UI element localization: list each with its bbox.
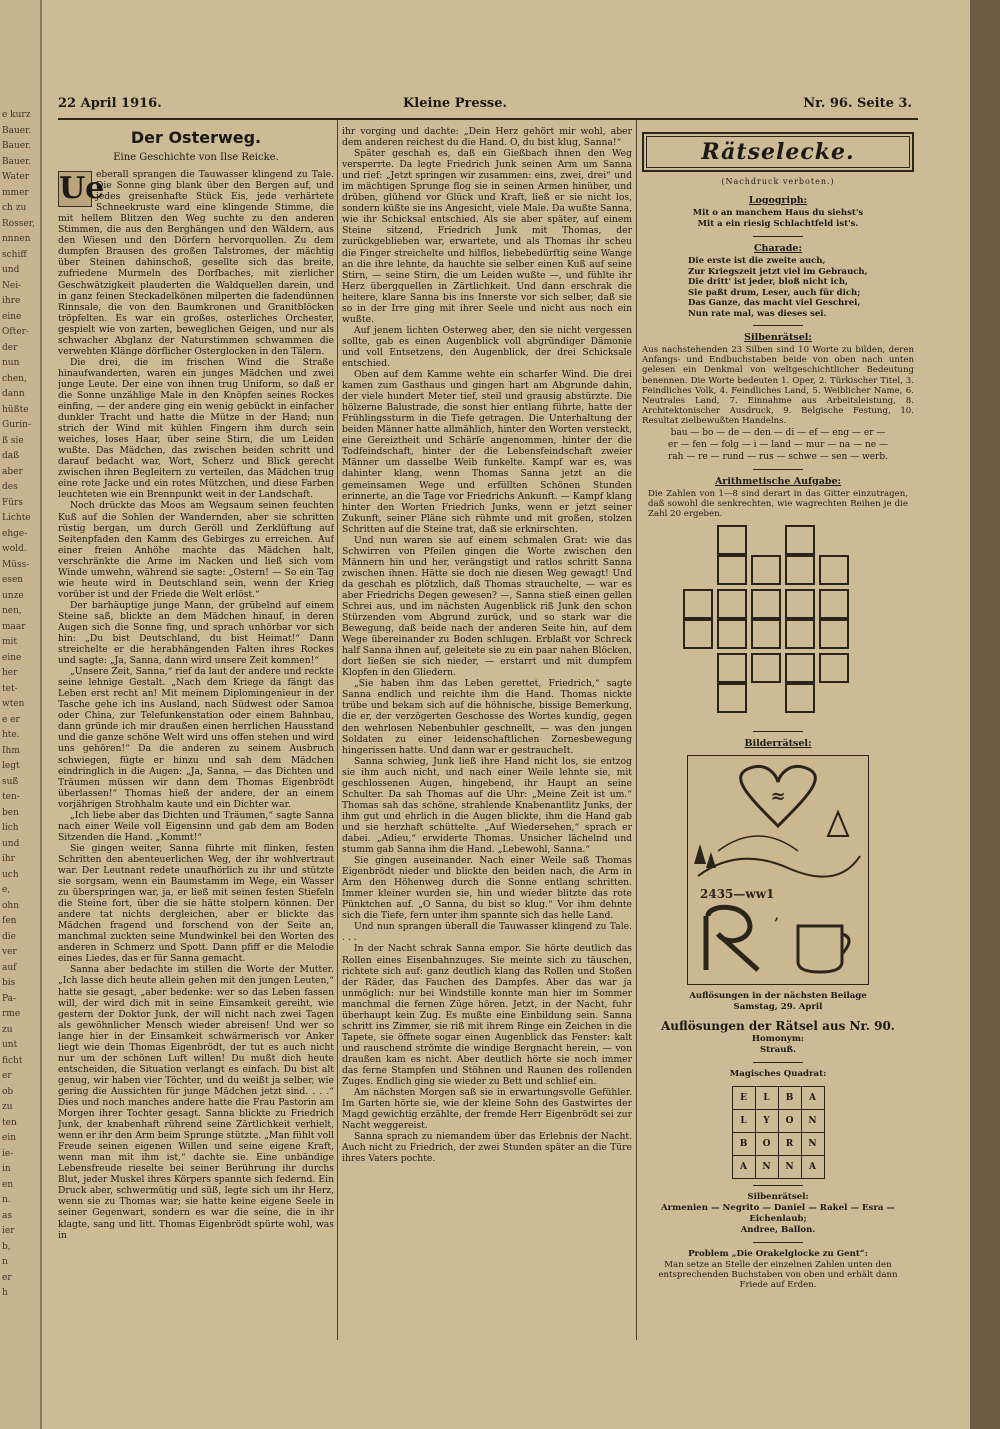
previous-page-text-fragment: legt <box>2 761 20 771</box>
story-paragraph: Der barhäuptige junge Mann, der grübelnd auf einem Steine saß, blickte an dem Mädchen hinauf, in deren Augen sich die Sonne fing, und sprach unhörbar vor sich hin: „Du bist Deutschland, du bist Heimat!“ Dann streichelte er die herabhängenden Falten ihres Rockes und sagte: „Ja, Sanna, dann wird unsere Zeit kommen!“ <box>58 599 334 667</box>
page-header <box>58 96 912 116</box>
story-paragraph: Später geschah es, daß ein Gießbach ihnen den Weg versperrte. Da legte Friedrich Junk seinen Arm um Sanna und rief: „Jetzt springen wir zusammen: eins, zwei, drei“ und im mächtigen Sprunge flog sie in seinen Armen hinüber, und drüben, glühend vor Glück und Kraft, ließ er sie nicht los, sondern küßte sie ins Angesicht, viele Male. Da wußte Sanna, wie ihr Schicksal entschied. Als sie aber später, auf einem Steine sitzend, Friedrich Junk mit Thomas, der zurückgeblieben war, erwartete, und als Thomas ihr scheu die Finger streichelte und hilflos, liebebedürftig seine Wange an die ihre lehnte, da hauchte sie selber einen Kuß auf seine Stirn, — seine Stirn, die um Leiden wußte —, und fühlte ihr Herz übergquellen in Zärtlichkeit. Und dann erschrak die heitere, klare Sanna bis ins Innerste vor sich selber, daß sie so in der Irre ging mit ihrer Seele und nicht aus noch ein wußte. <box>342 148 632 325</box>
section-divider <box>753 1062 803 1063</box>
previous-page-text-fragment: eine <box>2 311 22 322</box>
previous-page-text-fragment: mit <box>2 637 18 647</box>
magic-cell: A <box>801 1156 824 1179</box>
previous-page-text-fragment: Bauer. <box>2 156 32 167</box>
story-paragraph: Auf jenem lichten Osterweg aber, den sie nicht vergessen sollte, gab es einen Augenblick voll abgründiger Dämonie und voll Entsetzens, den Augenblick, der drei Schicksale entschied. <box>342 324 632 369</box>
previous-page-text-fragment: nen, <box>2 606 22 616</box>
section-divider <box>753 469 803 470</box>
charade-line: Nun rate mal, was dieses sei. <box>688 308 827 319</box>
grid-cell <box>717 589 747 619</box>
grid-cell <box>785 653 815 683</box>
magic-cell: N <box>801 1133 824 1156</box>
syllable-list <box>640 427 916 463</box>
previous-page-text-fragment: Müss- <box>2 559 30 570</box>
header-rule <box>58 118 918 120</box>
section-divider <box>753 731 803 732</box>
syllable-result-line: Armenien — Negrito — Daniel — Rakel — Esra — <box>660 1203 896 1214</box>
syllable-result-line: Eichenlaub; <box>749 1214 807 1225</box>
jug-icon <box>798 926 849 972</box>
previous-page-text-fragment: er <box>2 1071 12 1081</box>
previous-page-text-fragment: ier <box>2 1226 15 1236</box>
syllable-row: rah — re — rund — rus — schwe — sen — werb. <box>668 451 888 462</box>
previous-page-text-fragment: lich <box>2 823 19 833</box>
grid-cell <box>751 619 781 649</box>
previous-page-text-fragment: uch <box>2 869 19 880</box>
previous-page-text-fragment: daß <box>2 451 20 461</box>
logogriph-line: Mit a ein riesig Schlachtfeld ist's. <box>697 219 859 229</box>
homonym-title: Homonym: <box>751 1034 805 1045</box>
previous-page-text-fragment: h <box>2 1288 8 1298</box>
approx-sign: ≈ <box>770 786 786 808</box>
previous-page-text-fragment: bis <box>2 978 16 988</box>
magic-square <box>732 1086 825 1179</box>
previous-page-text-fragment: e, <box>2 885 11 895</box>
magic-cell: R <box>778 1133 801 1156</box>
story-paragraph: Sanna aber bedachte im stillen die Worte der Mutter. „Ich lasse dich heute allein gehen mit den jungen Leuten,“ hatte sie gesagt, „aber bedenke: wer so das Leben fassen will, der wird dich mit in seine Einsamkeit gereiht, wie gestern der Doktor Junk, der will nicht nach zwei Tagen als gewöhnlicher Mensch wieder abreisen! Und wer so lange hier in der Einsamkeit schwärmerisch vor Anker liegt wie dein Thomas Eigenbrödt, der tut es auch nicht nur um der schönen Luft willen! Du mußt dich heute entscheiden, die Situation verlangt es einfach. Du bist alt genug, wir haben vier Töchter, und du weißt ja selber, wie gering die Aussichten für junge Mädchen jetzt sind. . . .“ Dies und noch manches andere hatte die Frau Pastorin am Morgen ihrer Tochter gesagt. Sanna blickte zu Friedrich Junk, der knabenhaft rührend seine Zärtlichkeit verhielt, wenn er ihr den Arm beim Sprunge stützte. „Man fühlt voll Freude seinen eigenen Willen und seine eigene Kraft, wenn man mit ihm ist,“ dachte sie. Eine unbändige Lebensfreude rieselte bei seiner Berührung ihr durchs Blut, jeder Muskel ihres Körpers spannte sich federnd. Ein Druck aber, schwermütig und süß, legte sich um ihr Herz, wenn sie zu Thomas war; sie hatte keine eigene Seele in seiner Gegenwart, sondern es war die seine, die in ihr klagte, sang und litt. Thomas Eigenbrödt spürte wohl, was in <box>58 964 334 1241</box>
previous-page-text-fragment: her <box>2 668 18 678</box>
story-paragraph: Am nächsten Morgen saß sie in erwartungsvolle Gefühler. Im Garten hörte sie, wie der kleine Sohn des Gastwirtes der Magd gewichtig erzählte, der fremde Herr Eigenbrödt sei zur Nacht weggereist. <box>342 1087 632 1132</box>
grid-cell <box>683 619 713 649</box>
grid-cell <box>717 653 747 683</box>
previous-page-text-fragment: hte. <box>2 730 20 740</box>
grid-cell <box>819 589 849 619</box>
grid-cell <box>819 555 849 585</box>
previous-page-text-fragment: Fürs <box>2 497 23 508</box>
magic-cell: O <box>778 1110 801 1133</box>
number-grid <box>683 525 873 725</box>
previous-page-text-fragment: die <box>2 931 16 942</box>
magic-cell: O <box>755 1133 778 1156</box>
previous-page-text-fragment: e er <box>2 714 20 725</box>
previous-page-text-fragment: e kurz <box>2 110 31 120</box>
section-divider <box>753 236 803 237</box>
magic-cell: Y <box>755 1110 778 1133</box>
previous-page-text-fragment: chen, <box>2 373 27 384</box>
previous-page-text-fragment: des <box>2 482 18 492</box>
rebus-code: 2435—ww1 <box>700 887 775 902</box>
grid-cell <box>785 619 815 649</box>
puzzle-banner <box>642 132 914 172</box>
previous-page-text-fragment: n. <box>2 1195 11 1205</box>
issue-date: 22 April 1916. <box>58 96 162 111</box>
previous-page-text-fragment: eine <box>2 652 22 663</box>
story-paragraphs <box>58 169 334 1241</box>
magic-cell: L <box>732 1110 755 1133</box>
previous-page-text-fragment: nun <box>2 358 20 368</box>
syllable-puzzle-text: Aus nachstehenden 23 Silben sind 10 Worte zu bilden, deren Anfangs- und Endbuchstaben beide von oben nach unten gelesen ein Denkmal von weltgeschichtlicher Bedeutung benennen. Die Worte bedeuten 1. Oper, 2. Türkischer Titel, 3. Feindliches Volk, 4. Feindliches Land, 5. Weiblicher Name, 6. Neutrales Land, 7. Einnahme aus Arbeitsleistung, 8. Architektonischer Ausdruck, 9. Belgische Festung, 10. Resultat zielbewußten Handelns. <box>642 345 914 427</box>
syllable-result-line: Andree, Ballon. <box>740 1225 816 1236</box>
grid-cell <box>785 555 815 585</box>
section-divider <box>753 1242 803 1243</box>
story-paragraph: ihr vorging und dachte: „Dein Herz gehört mir wohl, aber dem anderen reichest du die Hand. O, du bist klug, Sanna!“ <box>342 126 632 149</box>
story-paragraph: „Sie haben ihm das Leben gerettet, Friedrich,“ sagte Sanna endlich und reichte ihm die Hand. Thomas nickte trübe und bekam sich auf die höhnische, bissige Bemerkung, die er, der verzögerten Geschosse des Wortes kundig, gegen den wehrlosen Nebenbuhler geschnellt, — was den jungen Soldaten zu einer leidenschaftlichen Zornesbewegung hingerissen hatte. Und dann war er gestraucheIt. <box>342 678 632 756</box>
previous-page-text-fragment: rme <box>2 1009 21 1019</box>
logogriph-title: Logogriph: <box>748 195 808 206</box>
previous-page-text-fragment: ihr <box>2 854 15 864</box>
section-divider <box>753 1185 803 1186</box>
previous-page-text-fragment: n <box>2 1257 8 1267</box>
previous-page-text-fragment: as <box>2 1210 12 1221</box>
story-paragraph: Sanna schwieg, Junk ließ ihre Hand nicht los, sie entzog sie ihm auch nicht, und nach einer Weile lehnte sie, mit geschlossenen Augen, hingebend, ihr Haupt an seine Schulter. Da sah Thomas auf die Uhr: „Meine Zeit ist um.“ Thomas sah das schöne, strahlende Knabenantlitz Junks, der ihm gut und ehrlich in die Augen blickte, ihm die Hand gab und sie herzhaft schüttelte. „Auf Wiedersehen,“ sprach er dabei. „Adieu,“ erwiderte Thomas. Unsicher lächelnd und stumm gab Sanna ihm die Hand. „Lebewohl, Sanna.“ <box>342 755 632 856</box>
story-paragraph: Und nun waren sie auf einem schmalen Grat: wie das Schwirren von Pfeilen gingen die Worte zwischen den Männern hin und her, verängstigt und ratlos schritt Sanna zwischen ihnen. Hätte sie doch nie diesen Weg gewagt! Und da geschah es plötzlich, daß Thomas strauchelte, — war es aber Friedrichs Degen gewesen? —, Sanna stieß einen gellen Schrei aus, und im nächsten Augenblick riß Junk den schon Stürzenden vom Abgrund zurück, und so stark war die Bewegung, daß beide nach der anderen Seite hin, auf dem Wege übereinander zu Boden schlugen. Erblaßt vor Schreck half Sanna ihnen auf, geleitete sie zu ein paar nahen Blöcken, dort ließen sie sich nieder, — erstarrt und mit dumpfem Klopfen in den Gliedern. <box>342 534 632 679</box>
grid-cell <box>751 589 781 619</box>
magic-square-title: Magisches Quadrat: <box>729 1069 827 1080</box>
previous-page-text-fragment: Water <box>2 172 30 182</box>
reprint-note: (Nachdruck verboten.) <box>721 177 835 186</box>
previous-page-text-fragment: tet- <box>2 683 18 694</box>
grid-cell <box>819 619 849 649</box>
story-paragraph: „Ich liebe aber das Dichten und Träumen,“ sagte Sanna nach einer Weile voll Eigensinn und gab dem am Boden Sitzenden die Hand. „Kommt!“ <box>58 809 334 843</box>
previous-page-text-fragment: wten <box>2 699 25 709</box>
grid-cell <box>785 589 815 619</box>
grid-cell <box>785 525 815 555</box>
column-rule <box>636 120 637 1340</box>
issue-and-page-number: Nr. 96. Seite 3. <box>803 96 912 111</box>
rebus-drawing <box>688 756 868 984</box>
previous-page-text-fragment: ihre <box>2 296 21 306</box>
grid-cell <box>751 555 781 585</box>
previous-page-text-fragment: auf <box>2 962 17 973</box>
previous-page-text-fragment: fen <box>2 916 17 926</box>
grid-cell <box>819 653 849 683</box>
magic-cell: L <box>755 1087 778 1110</box>
previous-page-text-fragment: in <box>2 1164 11 1174</box>
story-paragraph: Und nun sprangen überall die Tauwasser klingend zu Tale. . . . <box>342 921 632 944</box>
picture-puzzle-title: Bilderrätsel: <box>744 738 812 750</box>
previous-page-text-fragment: unze <box>2 590 24 601</box>
magic-cell: N <box>778 1156 801 1179</box>
previous-page-text-fragment: hüßte <box>2 404 29 415</box>
grid-cell <box>717 683 747 713</box>
page-shadow-edge <box>970 0 1000 1429</box>
previous-page-text-fragment: zu <box>2 1024 13 1035</box>
previous-page-text-fragment: Lichte <box>2 513 31 523</box>
picture-puzzle-illustration <box>687 755 869 985</box>
logogriph-line: Mit o an manchem Haus du siehst's <box>692 208 864 218</box>
magic-cell: N <box>801 1110 824 1133</box>
charade-line: Sie paßt drum, Leser, auch für dich; <box>688 287 861 298</box>
previous-page-text-fragment: unt <box>2 1040 18 1050</box>
previous-page-text-fragment: zu <box>2 1102 13 1112</box>
letter-r-shape <box>706 908 758 971</box>
puzzle-banner-title: Rätselecke. <box>646 136 910 168</box>
previous-page-text-fragment: maar <box>2 621 26 632</box>
syllable-row: er — fen — folg — i — land — mur — na — ne — <box>668 439 888 450</box>
previous-page-text-fragment: ie- <box>2 1148 14 1159</box>
previous-page-text-fragment: ver <box>2 947 17 957</box>
previous-page-text-fragment: ch zu <box>2 203 27 213</box>
story-paragraphs-continued <box>342 126 632 1164</box>
story-paragraph: eberall sprangen die Tauwasser klingend zu Tale. Die Sonne ging blank über den Bergen auf, und jedes greisenhafte Stück Eis, jede verhärtete Schneekruste ward eine klingende Stimme, die mit hellem Blitzen den Weg suchte zu den anderen Stimmen, die aus den Berghängen und den Wäldern, aus den Wiesen und den Dörfern hervorquollen. Zu dem dumpfen Brausen des großen Talstromes, der mächtig über Steinen dahinschoß, gesellte sich das breite, zufriedene Murmeln des Dorfbaches, mit zierlicher Geschwätzigkeit plauderten die Waldquellen darein, und in ganz feinen Steckadelkönen milperten die fadendünnen Rinnsale, die von den Baumkronen und Granitblöcken tröpfelten. Es war ein großes, osterliches Orchester, gespielt wie von zarten, beweglichen Geigen, und nur als schwacher Abglanz der Naturstimmen schwammen die verwehten Klänge dörflicher Osterglocken in den Tälern. <box>58 169 334 357</box>
previous-page-text-fragment: mmer <box>2 187 29 198</box>
story-paragraph: „Unsere Zeit, Sanna,“ rief da laut der andere und reckte seine lehnige Gestalt. „Nach dem Kriege da fängt das Leben erst recht an! Mit meinem Diplomingenieur in der Tasche gehe ich ins Ausland, nach Südwest oder Samoa oder China, zur Telefunkenstation oder einem Bahnbau, dann gründe ich mir draußen einen herrlichen Hausstand und die ganze schöne Welt wird uns offen stehen und wird uns gehören!“ Da die anderen zu seinem Ausbruch schwiegen, fügte er hinzu und sah dem Mädchen eindringlich in die Augen: „Ja, Sanna, — das Dichten und Träumen müssen wir dann dem Thomas Eigenbrödt überlassen!“ Thomas hieß der andere, der an einem vorjährigen Strohhalm kaute und ein Dichter war. <box>58 666 334 810</box>
bridge-arch <box>718 836 798 851</box>
story-paragraph: In der Nacht schrak Sanna empor. Sie hörte deutlich das Rollen eines Eisenbahnzuges. Sie meinte sich zu täuschen, richtete sich auf: ganz deutlich klang das Rollen und Stoßen der Räder, das Fauchen des Dampfes. Aber das war ja unmöglich: nur bei Windstille konnte man hier im Sommer manchmal die fernen Züge hören. Jetzt, in der Nacht, fuhr überhaupt kein Zug. Es mußte eine Einbildung sein. Sanna schritt ins Zimmer, sie riß mit ihrem Ringe ein Zeichen in die Tapete, sie öffnete sogar einen Augenblick das Fenster: kalt und rauschend strömte die windige Bergnacht herein, — von draußen kam es nicht. Aber deutlich hörte sie noch immer das ferne Stampfen und Stöhnen und Raunen des rollenden Zuges. Endlich ging sie wieder zu Bett und schlief ein. <box>342 943 632 1088</box>
syllable-result-title: Silbenrätsel: <box>747 1192 809 1203</box>
story-column-1 <box>58 126 334 1340</box>
syllable-puzzle-title: Silbenrätsel: <box>744 332 812 343</box>
previous-page-text-fragment: Nei- <box>2 280 22 291</box>
problem-title: Problem „Die Orakelglocke zu Gent“: <box>688 1249 868 1260</box>
previous-page-text-fragment: dann <box>2 389 25 399</box>
charade-line: Die erste ist die zweite auch, <box>688 256 826 266</box>
apostrophe-mark: ’ <box>774 916 779 933</box>
syllable-row: bau — bo — de — den — di — ef — eng — er — <box>670 427 886 438</box>
previous-page-text-fragment: aber <box>2 466 23 477</box>
previous-page-text-fragment: ehge- <box>2 528 28 539</box>
previous-page-text-fragment: Bauer. <box>2 141 32 151</box>
previous-page-text-fragment: ob <box>2 1086 14 1097</box>
previous-page-text-fragment: Pa- <box>2 993 17 1004</box>
grid-cell <box>683 589 713 619</box>
roof-icon <box>828 812 848 836</box>
charade-title: Charade: <box>754 243 802 254</box>
story-paragraph: Sanna sprach zu niemandem über das Erlebnis der Nacht. Auch nicht zu Friedrich, der zwei Stunden später an die Türe ihres Vaters pochte. <box>342 1131 632 1165</box>
charade-line: Zur Kriegszeit jetzt viel im Gebrauch, <box>688 266 868 277</box>
story-paragraph: Die drei, die im frischen Wind die Straße hinaufwanderten, waren ein junges Mädchen und zwei junge Leute. Der eine von ihnen trug Uniform, so daß er die Sonne unzählige Male in den Knöpfen seines Rockes einfing, — der andere ging ein wenig gebückt in einfacher dunkler Tracht und hatte die Mütze in der Hand; nun strich der Wind mit kühlen Fingern ihm durch sein weiches, loses Haar, über seine Stirn, die um Leiden wußte. Das Mädchen, das zwischen beiden schritt und darauf bedacht war, Wort, Scherz und Blick gerecht zwischen ihren Begleitern zu verteilen, das Mädchen trug eine rote Jacke und ein rotes Mützchen, und diese Farben leuchteten wie ein Brennpunkt weit in der Landschaft. <box>58 356 334 501</box>
charade-poem <box>640 256 916 319</box>
charade-line: Die dritt' ist jeder, bloß nicht ich, <box>688 277 848 287</box>
magic-cell: A <box>801 1087 824 1110</box>
magic-cell: B <box>778 1087 801 1110</box>
previous-page-text-fragment: Gurin- <box>2 420 32 430</box>
previous-page-text-fragment: Bauer. <box>2 125 32 136</box>
story-paragraph: Noch drückte das Moos am Wegsaum seinen feuchten Kuß auf die Sohlen der Wandernden, aber sie schritten rüstig bergan, um durch Geröll und Zerklüftung auf Seitenpfaden den Kamm des Gebirges zu erreichen. Auf einer freien Anhöhe machte das Mädchen halt, verschränkte die Arme im Nacken und ließ sich vom Winde umwehn, während sie sagte: „Ostern! — So ein Tag wie heute wird in Deutschland sein, wenn der Krieg vorüber ist und der Friede die Welt erlöst.“ <box>58 500 334 600</box>
grid-cell <box>717 619 747 649</box>
previous-page-text-fragment: ohn <box>2 900 20 911</box>
previous-page-text-fragment: en <box>2 1179 14 1190</box>
grid-cell <box>751 653 781 683</box>
previous-page-text-fragment: ß sie <box>2 435 24 446</box>
story-paragraph: Oben auf dem Kamme wehte ein scharfer Wind. Die drei kamen zum Gasthaus und gingen hart am Abgrunde dahin, der viele hundert Meter tief, steil und grausig abstürzte. Die hölzerne Balustrade, die sonst hier entlang führte, hatte der Frühlingssturm in die Tiefe getragen. Die Unterhaltung der beiden Männer hatte allmählich, hinter den Worten versteckt, eine Gereiztheit und Schärfe angenommen, hinter der die Todfeindschaft, hinter der die Lebensfeindschaft zweier Männer um dasselbe Weib funkelte. Kampf war es, was dahinter klang, wenn Thomas Sanna jetzt an die gemeinsamen Wege und erfüllten Schönen Stunden erinnerte, an die Tage vor Friedrichs Ankunft. — Kampf klang hinter den Worten Friedrich Junks, wenn er jetzt seiner Zukunft, seiner Pläne sich rühmte und mit großen, stolzen Schritten auf die Steine trat, daß sie erknirschten. <box>342 369 632 535</box>
trees-icon <box>694 844 716 868</box>
previous-page-edge <box>0 0 42 1429</box>
previous-page-text-fragment: ficht <box>2 1055 23 1066</box>
previous-page-text-fragment: wold. <box>2 544 27 554</box>
previous-page-text-fragment: schiff <box>2 249 27 260</box>
story-title: Der Osterweg. <box>130 128 262 147</box>
puzzle-corner-column <box>640 126 916 1340</box>
landscape-line <box>698 856 860 877</box>
grid-cell <box>785 683 815 713</box>
previous-page-text-fragment: und <box>2 838 20 849</box>
previous-page-text-fragment: ten <box>2 1117 17 1128</box>
magic-cell: B <box>732 1133 755 1156</box>
story-column-2 <box>342 126 632 1340</box>
previous-page-text-fragment: und <box>2 265 20 275</box>
solutions-date: Samstag, 29. April <box>733 1002 823 1013</box>
magic-cell: N <box>755 1156 778 1179</box>
homonym-answer: Strauß. <box>759 1045 797 1056</box>
previous-page-text-fragment: ben <box>2 807 19 818</box>
previous-page-text-fragment: ten- <box>2 792 20 802</box>
arithmetic-puzzle-text: Die Zahlen von 1—8 sind derart in das Gitter einzutragen, daß sowohl die senkrechten, wie wagrechten Reihen je die Zahl 20 ergeben. <box>648 488 908 520</box>
charade-line: Das Ganze, das macht viel Geschrei, <box>688 298 861 308</box>
results-heading: Auflösungen der Rätsel aus Nr. 90. <box>661 1019 895 1034</box>
problem-text: Man setze an Stelle der einzelnen Zahlen unten den entsprechenden Buchstaben von oben und erhält dann Friede auf Erden. <box>658 1260 898 1291</box>
previous-page-text-fragment: nnnen <box>2 234 31 244</box>
grid-cell <box>717 525 747 555</box>
newspaper-name: Kleine Presse. <box>403 96 508 111</box>
column-rule <box>337 120 338 1340</box>
story-author: Eine Geschichte von Ilse Reicke. <box>113 152 279 163</box>
story-paragraph: Sie gingen auseinander. Nach einer Weile saß Thomas Eigenbrödt nieder und blickte den beiden nach, die Arm in Arm den Höhenweg durch die Sonne entlang schritten. Immer kleiner wurden sie, hin und wieder blitzte das rote Pünktchen auf. „O Sanna, du bist so klug.“ Vor ihm dehnte sich die Tiefe, fern unter ihm spannte sich das helle Land. <box>342 855 632 922</box>
previous-page-text-fragment: Ofter- <box>2 327 29 337</box>
solutions-note: Auflösungen in der nächsten Beilage <box>689 991 867 1002</box>
section-divider <box>753 325 803 326</box>
previous-page-text-fragment: der <box>2 342 18 353</box>
drop-cap-initial: Ue <box>59 171 105 207</box>
previous-page-text-fragment: Ihm <box>2 745 20 756</box>
arithmetic-puzzle-title: Arithmetische Aufgabe: <box>714 475 842 487</box>
story-paragraph: Sie gingen weiter, Sanna führte mit flinken, festen Schritten den abenteuerlichen Weg, der ihr wohlvertraut war. Der Leutnant redete unaufhörlich zu ihr und stützte sie sorgsam, wenn ein Baumstamm im Wege, ein Wasser zu überspringen war, ja, er ließ mit seinen festen Stiefeln die Steine fort, über die sie hätte stolpern können. Der andere tat nichts dergleichen, aber er blickte das Mädchen fragend und forschend von der Seite an, manchmal zuckten seine Mundwinkel bei den Worten des anderen in Schmerz und Spott. Dann pfiff er die Melodie eines Liedes, das er für Sanna gemacht. <box>58 842 334 965</box>
previous-page-text-fragment: er <box>2 1272 12 1283</box>
previous-page-text-fragment: suß <box>2 776 19 787</box>
magic-cell: A <box>732 1156 755 1179</box>
previous-page-text-fragment: esen <box>2 575 24 585</box>
previous-page-text-fragment: ein <box>2 1133 17 1143</box>
previous-page-text-fragment: b, <box>2 1241 11 1252</box>
grid-cell <box>717 555 747 585</box>
previous-page-text-fragment: Rosser, <box>2 218 35 229</box>
magic-cell: E <box>732 1087 755 1110</box>
